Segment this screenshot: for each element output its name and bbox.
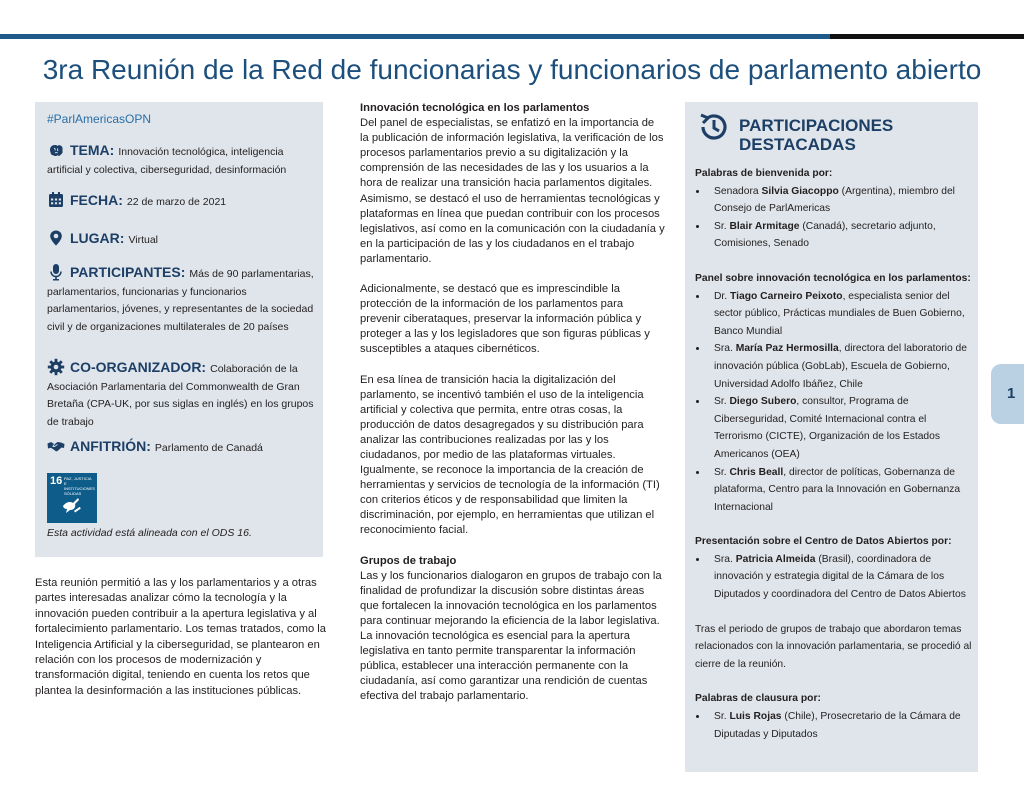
- list-item: • Sr. Chris Beall, director de políticas, Gobernanza de plataforma, Centro para la Innovación en Gobernanza Internacional: [708, 464, 973, 517]
- page-number-tab: [991, 364, 1024, 424]
- clock-arrow-icon: [697, 110, 731, 144]
- hashtag: #ParlAmericasOPN: [47, 112, 152, 126]
- list-item: • Senadora Silvia Giacoppo (Argentina), miembro del Consejo de ParlAmericas: [708, 183, 973, 218]
- datos-abiertos-list: [695, 551, 973, 604]
- participantes-label: PARTICIPANTES:: [70, 264, 186, 280]
- participantes-text: Más de 90 parlamentarias, parlamentarios, funcionarias y funcionarios parlamentarios, jóvenes, y representantes de la sociedad civil y de organizaciones multilaterales de 20 países: [47, 268, 314, 333]
- info-anfitrion: [47, 437, 315, 458]
- section-heading-innovacion: Innovación tecnológica en los parlamentos: [360, 102, 590, 114]
- coorganizador-label: CO-ORGANIZADOR:: [70, 359, 207, 375]
- list-item: • Sr. Blair Armitage (Canadá), secretario adjunto, Comisiones, Senado: [708, 218, 973, 253]
- box-title-line1: PARTICIPACIONES: [739, 116, 894, 135]
- calendar-icon: [47, 191, 65, 209]
- list-item: • Sr. Diego Subero, consultor, Programa de Ciberseguridad, Comité Internacional contra el Terrorismo (CICTE), Organización de los Estados Americanos (OEA): [708, 393, 973, 463]
- lugar-text: Virtual: [128, 234, 159, 246]
- handshake-icon: [47, 437, 65, 455]
- header-rule-black: [830, 34, 1024, 39]
- info-coorganizador: [47, 358, 315, 431]
- list-item: • Sra. María Paz Hermosilla, directora del laboratorio de innovación pública (GobLab), Escuela de Gobierno, Universidad Adolfo Ibáñez, Chile: [708, 340, 973, 393]
- paragraph-1: Del panel de especialistas, se enfatizó en la importancia de la publicación de información legislativa, la verificación de los procesos parlamentarios previo a su digitalización y la comprensión de las necesidades de las y los usuarios a la hora de realizar una transición hacia parlamentos digitales. Asimismo, se destacó el uso de herramientas tecnológicas y plataformas en línea que puedan contribuir con los procesos legislativos, así como en la comunicación con la ciudadanía y en la participación de las y los ciudadanos en el trabajo parlamentario.: [360, 117, 665, 265]
- participaciones-list: [695, 165, 973, 743]
- paragraph-2: Adicionalmente, se destacó que es imprescindible la protección de la información de los parlamentos para prevenir ciberataques, preservar la información pública y proteger a las y los legisladores que son figuras públicas y susceptibles a ataques cibernéticos.: [360, 283, 650, 356]
- summary-paragraph: Esta reunión permitió a las y los parlamentarios y a otras partes interesadas analizar cómo la tecnología y la innovación pueden contribuir a la apertura legislativa y al fortalecimiento parlamentario. Los temas tratados, como la Inteligencia Artificial y la ciberseguridad, se plantearon en relación con los procesos de modernización y transformación digital, teniendo en cuenta los retos que plantea la desinformación a las instituciones públicas.: [35, 577, 327, 697]
- page-title: 3ra Reunión de la Red de funcionarias y funcionarios de parlamento abierto: [42, 54, 982, 85]
- datos-abiertos-heading: Presentación sobre el Centro de Datos Abiertos por:: [695, 536, 952, 548]
- tema-text: Innovación tecnológica, inteligencia artificial y colectiva, ciberseguridad, desinformación: [47, 146, 287, 176]
- dove-gavel-icon: [60, 493, 84, 517]
- info-tema: [47, 141, 315, 179]
- list-item: • Dr. Tiago Carneiro Peixoto, especialista senior del sector público, Prácticas mundiales de Buen Gobierno, Banco Mundial: [708, 288, 973, 341]
- info-fecha: [47, 191, 315, 212]
- sdg-text: PAZ, JUSTICIA E INSTITUCIONES SÓLIDAS: [64, 476, 95, 496]
- list-item: • Sra. Patricia Almeida (Brasil), coordinadora de innovación y estrategia digital de la Cámara de los Diputados y coordinadora del Centro de Datos Abiertos: [708, 551, 973, 604]
- bienvenida-heading: Palabras de bienvenida por:: [695, 168, 833, 179]
- location-pin-icon: [47, 229, 65, 247]
- ods-note: Esta actividad está alineada con el ODS 16.: [47, 527, 252, 539]
- clausura-heading: Palabras de clausura por:: [695, 693, 821, 705]
- fecha-label: FECHA:: [70, 192, 123, 208]
- info-participantes: [47, 263, 315, 336]
- anfitrion-label: ANFITRIÓN:: [70, 438, 151, 454]
- bienvenida-list: [695, 183, 973, 253]
- header-rule-blue: [0, 34, 830, 39]
- sdg-number: 16: [50, 475, 63, 487]
- coorganizador-text: Colaboración de la Asociación Parlamentaria del Commonwealth de Gran Bretaña (CPA-UK, por sus siglas en inglés) en los grupos de trabajo: [47, 363, 314, 428]
- middle-column: [360, 101, 665, 704]
- paragraph-3: En esa línea de transición hacia la digitalización del parlamento, se incentivó también el uso de la inteligencia artificial y colectiva que permita, entre otras cosas, la producción de datos desagregados y su distribución para analizar las contribuciones realizadas por las y los ciudadanos, por medio de las plataformas virtuales. Igualmente, se reconoce la importancia de la creación de herramientas y servicios de tecnología de la información (TI) con criterios éticos y de responsabilidad que limiten la discriminación, por ejemplo, en herramientas que utilizan el reconocimiento facial.: [360, 373, 660, 537]
- info-lugar: [47, 229, 315, 250]
- participaciones-box: [685, 102, 978, 772]
- section-heading-grupos: Grupos de trabajo: [360, 554, 457, 567]
- gear-icon: [47, 358, 65, 376]
- clausura-list: [695, 708, 973, 743]
- list-item: • Sr. Luis Rojas (Chile), Prosecretario de la Cámara de Diputadas y Diputados: [708, 708, 973, 743]
- anfitrion-text: Parlamento de Canadá: [154, 442, 263, 454]
- event-info-box: [35, 102, 323, 557]
- lugar-label: LUGAR:: [70, 230, 125, 246]
- fecha-text: 22 de marzo de 2021: [126, 196, 227, 208]
- sdg-16-logo: [47, 473, 97, 523]
- panel-list: [695, 288, 973, 517]
- panel-heading: Panel sobre innovación tecnológica en los parlamentos:: [695, 272, 971, 284]
- box-title: [739, 116, 893, 154]
- box-title-line2: DESTACADAS: [739, 135, 856, 154]
- tema-label: TEMA:: [70, 142, 115, 158]
- microphone-icon: [47, 263, 65, 281]
- brain-icon: [47, 141, 65, 159]
- cierre-text: Tras el periodo de grupos de trabajo que abordaron temas relacionados con la innovación parlamentaria, se procedió al cierre de la reunión.: [695, 623, 972, 670]
- page-number: 1: [1007, 385, 1016, 402]
- paragraph-4: Las y los funcionarios dialogaron en grupos de trabajo con la finalidad de profundizar la discusión sobre distintas áreas que fortalecen la innovación tecnológica en los parlamentos para continuar mejorando la eficiencia de la labor legislativa. La innovación tecnológica es esencial para la apertura legislativa en tanto permite transparentar la información pública, establecer una interacción permanente con la ciudadanía, así como garantizar una rendición de cuentas efectiva del trabajo parlamentario.: [360, 569, 662, 703]
